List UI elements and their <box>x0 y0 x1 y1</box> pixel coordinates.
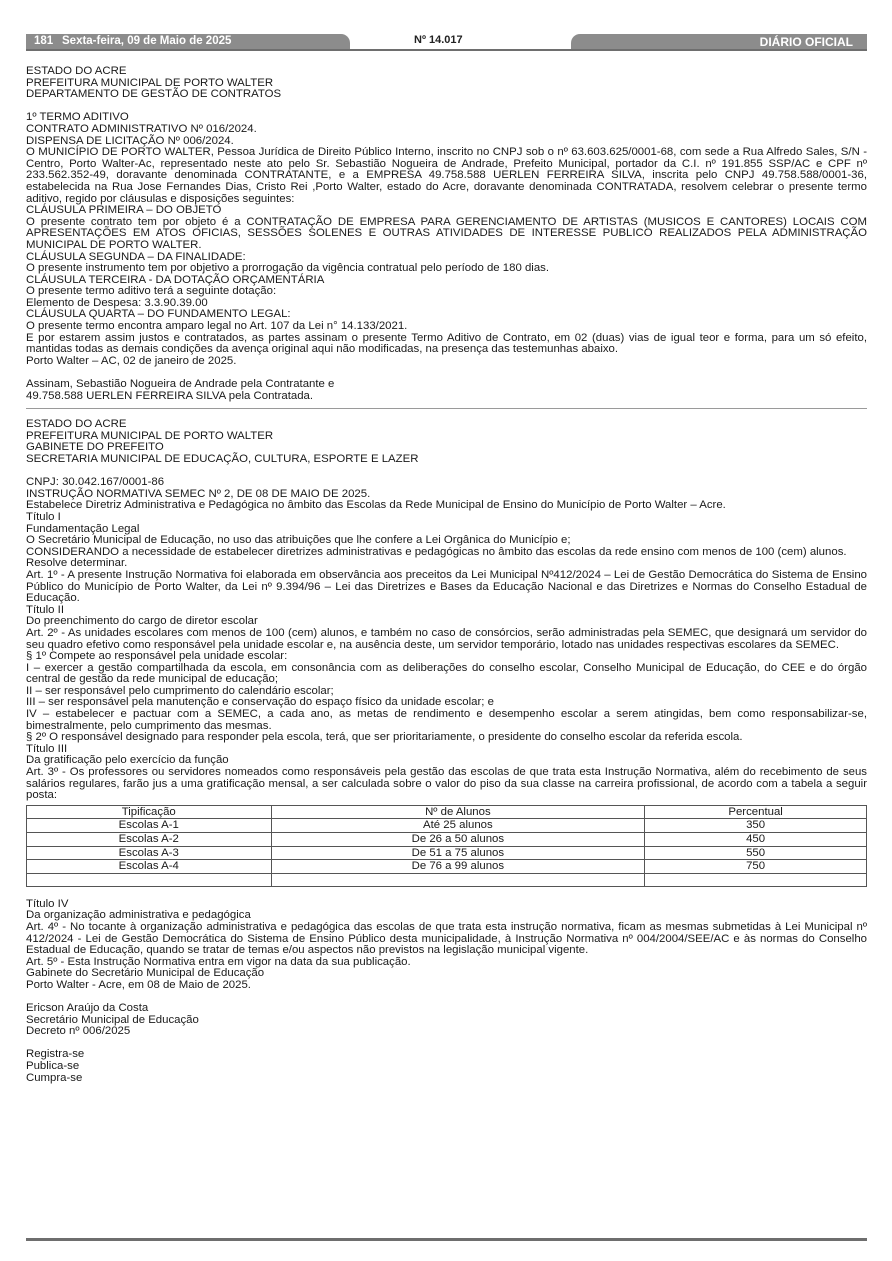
doc2-paragraph: INSTRUÇÃO NORMATIVA SEMEC Nº 2, DE 08 DE MAIO DE 2025. <box>26 487 371 500</box>
doc2-closing <box>26 1049 867 1084</box>
doc1-signature <box>26 379 867 402</box>
header-rule <box>26 49 867 51</box>
doc1-paragraph: CLÁUSULA TERCEIRA - DA DOTAÇÃO ORÇAMENTÁRIA <box>26 273 325 286</box>
doc2-paragraph: Título II <box>26 603 64 616</box>
signer-name: Ericson Araújo da Costa <box>26 1002 149 1015</box>
table-cell <box>271 873 645 886</box>
doc2-paragraph: Gabinete do Secretário Municipal de Educação <box>26 967 265 980</box>
table-cell: 350 <box>645 819 867 833</box>
doc1-sign-line: 49.758.588 UERLEN FERREIRA SILVA pela Contratada. <box>26 389 314 402</box>
table-cell: Escolas A-2 <box>27 833 272 847</box>
doc1-org-line: PREFEITURA MUNICIPAL DE PORTO WALTER <box>26 76 274 89</box>
table-cell: 550 <box>645 846 867 860</box>
table-cell: Escolas A-3 <box>27 846 272 860</box>
table-header-cell: Tipificação <box>27 805 272 819</box>
doc2-paragraph: Da organização administrativa e pedagógica <box>26 909 251 922</box>
doc2-body-a <box>26 477 867 802</box>
doc2-paragraph: Resolve determinar. <box>26 557 128 570</box>
table-row-empty <box>27 873 867 886</box>
page-number: 181 <box>34 35 54 47</box>
edition-number: Nº 14.017 <box>414 34 463 46</box>
doc2-paragraph: § 2º O responsável designado para responder pela escola, terá, que ser prioritariamente, o presidente do conselho escolar da referida escola. <box>26 731 743 744</box>
footer-rule <box>26 1238 867 1241</box>
table-cell <box>27 873 272 886</box>
doc2-section <box>26 419 867 1084</box>
doc1-paragraph: CLÁUSULA QUARTA – DO FUNDAMENTO LEGAL: <box>26 308 291 321</box>
signer-role: Secretário Municipal de Educação <box>26 1013 199 1026</box>
doc1-paragraph: Elemento de Despesa: 3.3.90.39.00 <box>26 296 208 309</box>
table-cell: De 26 a 50 alunos <box>271 833 645 847</box>
page-header <box>26 34 867 51</box>
doc1-sign-line: Assinam, Sebastião Nogueira de Andrade pela Contratante e <box>26 378 335 391</box>
doc1-paragraph: O MUNICÍPIO DE PORTO WALTER, Pessoa Jurídica de Direito Público Interno, inscrito no CNPJ sob o nº 63.603.625/0001-68, com sede a Rua Alfredo Sales, S/N - Centro, Porto Walter-Ac, representado neste ato pelo Sr. Sebastião Nogueira de Andrade, Prefeito Municipal, portador da C.I. nº 191.855 SSP/AC e CPF nº 233.562.352-49, doravante denominada CONTRATANTE, e a EMPRESA 49.758.588 UERLEN FERREIRA SILVA, inscrita pelo CNPJ 49.758.588/0001-36, estabelecida na Rua Jose Fernandes Dias, Cristo Rei ,Porto Walter, estado do Acre, doravante denominada CONTRATADA, resolvem celebrar o presente termo aditivo, regido por cláusulas e disposições seguintes: <box>26 146 867 205</box>
doc2-paragraph: Título III <box>26 742 68 755</box>
doc1-org-line: ESTADO DO ACRE <box>26 65 127 77</box>
doc2-org-line: SECRETARIA MUNICIPAL DE EDUCAÇÃO, CULTURA, ESPORTE E LAZER <box>26 453 419 465</box>
doc2-paragraph: II – ser responsável pelo cumprimento do calendário escolar; <box>26 684 334 697</box>
table-header-cell: Percentual <box>645 805 867 819</box>
doc2-org-line: PREFEITURA MUNICIPAL DE PORTO WALTER <box>26 429 274 442</box>
doc1-paragraph: O presente termo aditivo terá a seguinte dotação: <box>26 285 277 298</box>
doc1-org-line: DEPARTAMENTO DE GESTÃO DE CONTRATOS <box>26 88 282 101</box>
doc2-paragraph: Art. 2º - As unidades escolares com menos de 100 (cem) alunos, e também no caso de consórcios, serão administradas pela SEMEC, que designará um servidor do seu quadro efetivo como responsável pela unidade escolar e, na ausência deste, um servidor temporário, lotado nas unidades respectivas escolares da SEMEC. <box>26 626 867 651</box>
doc2-paragraph: O Secretário Municipal de Educação, no uso das atribuições que lhe confere a Lei Orgânica do Município e; <box>26 534 571 547</box>
doc2-paragraph: IV – estabelecer e pactuar com a SEMEC, a cada ano, as metas de rendimento e desempenho escolar a serem atingidas, bem como responsabilizar-se, bimestralmente, pelo cumprimento das mesmas. <box>26 708 867 732</box>
table-row <box>27 833 867 847</box>
doc2-org-line: ESTADO DO ACRE <box>26 418 127 431</box>
closing-line: Cumpra-se <box>26 1071 83 1084</box>
table-cell: De 51 a 75 alunos <box>271 846 645 860</box>
doc2-org-block <box>26 419 867 465</box>
doc1-paragraph: CLÁUSULA PRIMEIRA – DO OBJETO <box>26 204 222 217</box>
doc2-paragraph: Estabelece Diretriz Administrativa e Pedagógica no âmbito das Escolas da Rede Municipal de Ensino do Município de Porto Walter – Acre. <box>26 499 726 512</box>
doc2-paragraph: Do preenchimento do cargo de diretor escolar <box>26 615 258 628</box>
doc2-paragraph: Título I <box>26 510 61 523</box>
table-cell: 450 <box>645 833 867 847</box>
doc2-signature <box>26 1003 867 1038</box>
table-cell: De 76 a 99 alunos <box>271 860 645 874</box>
closing-line: Registra-se <box>26 1048 85 1061</box>
doc2-paragraph: § 1º Compete ao responsável pela unidade escolar: <box>26 650 288 663</box>
doc1-body <box>26 112 867 367</box>
page-content <box>26 66 867 1084</box>
doc2-paragraph: Da gratificação pelo exercício da função <box>26 754 229 767</box>
doc2-paragraph: CONSIDERANDO a necessidade de estabelecer diretrizes administrativas e pedagógicas no âmbito das escolas da rede ensino com menos de 100 (cem) alunos. <box>26 545 847 558</box>
doc2-paragraph: Fundamentação Legal <box>26 522 140 535</box>
doc2-org-line: GABINETE DO PREFEITO <box>26 441 164 454</box>
doc2-paragraph: CNPJ: 30.042.167/0001-86 <box>26 476 165 489</box>
doc1-paragraph: 1º TERMO ADITIVO <box>26 111 129 124</box>
doc2-paragraph: I – exercer a gestão compartilhada da escola, em consonância com as deliberações do conselho escolar, Conselho Municipal de Educação, do CEE e do órgão central de gestão da rede municipal de educação; <box>26 661 867 686</box>
signer-decree: Decreto nº 006/2025 <box>26 1025 131 1038</box>
doc1-paragraph: E por estarem assim justos e contratados, as partes assinam o presente Termo Aditivo de Contrato, em 02 (duas) vias de igual teor e forma, para um só efeito, mantidas todas as demais condições da avença original aqui não modificadas, na presença das testemunhas abaixo. <box>26 331 867 356</box>
table-header-row <box>27 805 867 819</box>
doc2-paragraph: Art. 5º - Esta Instrução Normativa entra em vigor na data da sua publicação. <box>26 955 411 968</box>
doc1-paragraph: CONTRATO ADMINISTRATIVO Nº 016/2024. <box>26 122 257 135</box>
doc2-body-b <box>26 899 867 992</box>
closing-line: Publica-se <box>26 1060 80 1073</box>
doc2-paragraph: Art. 1º - A presente Instrução Normativa foi elaborada em observância aos preceitos da Lei Municipal Nº412/2024 – Lei de Gestão Democrática do Sistema de Ensino Público do Município de Porto Walter, da Lei nº 9.394/96 – Lei das Diretrizes e Bases da Educação Nacional e das Diretrizes e Normas do Conselho Estadual de Educação. <box>26 568 867 605</box>
table-cell: Escolas A-4 <box>27 860 272 874</box>
table-row <box>27 819 867 833</box>
doc2-paragraph: III – ser responsável pela manutenção e conservação do espaço físico da unidade escolar; e <box>26 696 494 709</box>
edition-date: Sexta-feira, 09 de Maio de 2025 <box>62 35 232 47</box>
table-cell: Até 25 alunos <box>271 819 645 833</box>
doc1-paragraph: O presente instrumento tem por objetivo a prorrogação da vigência contratual pelo período de 180 dias. <box>26 262 550 275</box>
doc1-paragraph: Porto Walter – AC, 02 de janeiro de 2025. <box>26 354 237 367</box>
doc1-paragraph: O presente termo encontra amparo legal no Art. 107 da Lei n° 14.133/2021. <box>26 320 408 333</box>
table-cell <box>645 873 867 886</box>
section-divider <box>26 408 867 409</box>
doc2-paragraph: Art. 3º - Os professores ou servidores nomeados como responsáveis pela gestão das escolas de que trata esta Instrução Normativa, além do recebimento de seus salários regulares, farão jus a uma gratificação mensal, a ser calculada sobre o valor do piso da sua classe na carreira profissional, de acordo com a tabela a seguir posta: <box>26 766 867 802</box>
gratification-table <box>26 805 867 887</box>
header-left-band-cap <box>308 34 350 49</box>
table-cell: Escolas A-1 <box>27 819 272 833</box>
doc1-paragraph: O presente contrato tem por objeto é a CONTRATAÇÃO DE EMPRESA PARA GERENCIAMENTO DE ARTISTAS (MUSICOS E CANTORES) LOCAIS COM APRESENTAÇÕES EM ATOS OFICIAS, SESSÕES SOLENES E OUTRAS ATIVIDADES DE INTERESSE PUBLICO REALIZADOS PELA ADMINISTRAÇÃO MUNICIPAL DE PORTO WALTER. <box>26 215 867 251</box>
table-cell: 750 <box>645 860 867 874</box>
doc2-paragraph: Porto Walter - Acre, em 08 de Maio de 2025. <box>26 978 251 991</box>
doc1-paragraph: DISPENSA DE LICITAÇÃO Nº 006/2024. <box>26 134 234 147</box>
doc2-paragraph: Art. 4º - No tocante à organização administrativa e pedagógica das escolas de que trata esta instrução normativa, ficam as mesmas submetidas à Lei Municipal nº 412/2024 - Lei de Gestão Democrática do Sistema de Ensino Público desta municipalidade, à Instrução Normativa nº 004/2004/SEE/AC e às normas do Conselho Estadual de Educação, quando se tratar de temas e/ou aspectos não previstos na legislação municipal vigente. <box>26 920 867 957</box>
publication-title: DIÁRIO OFICIAL <box>759 35 853 49</box>
doc1-org-block <box>26 66 867 101</box>
table-header-cell: Nº de Alunos <box>271 805 645 819</box>
doc1-paragraph: CLÁUSULA SEGUNDA – DA FINALIDADE: <box>26 250 246 263</box>
table-row <box>27 860 867 874</box>
doc2-paragraph: Título IV <box>26 897 69 910</box>
doc1-section <box>26 66 867 402</box>
header-right-band-cap <box>571 34 611 49</box>
table-row <box>27 846 867 860</box>
